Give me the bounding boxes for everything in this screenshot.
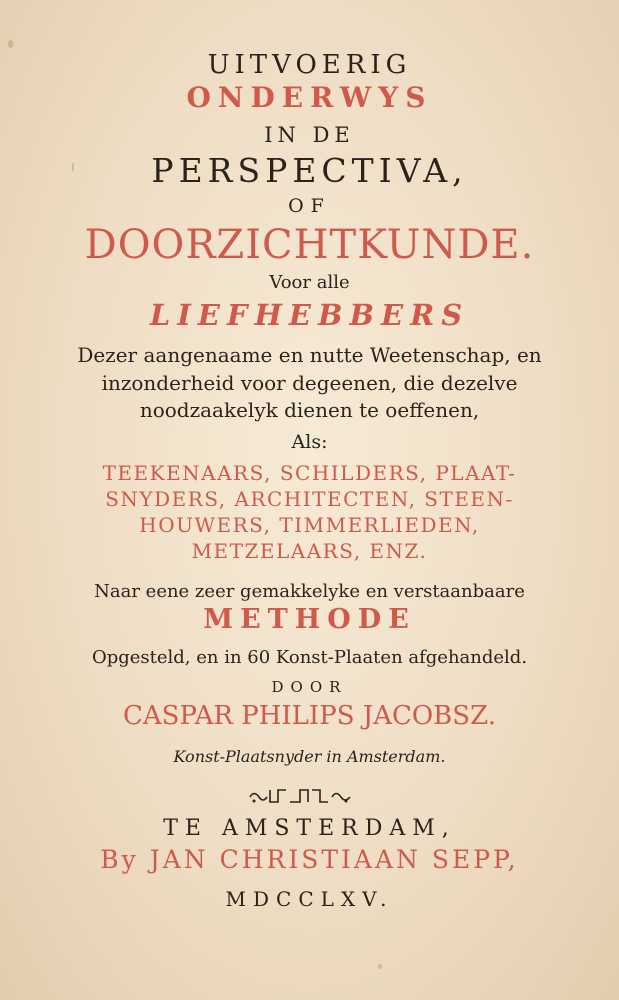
professions-line-1: TEEKENAARS, SCHILDERS, PLAAT-	[102, 461, 517, 485]
description-line-2: inzonderheid voor degeenen, die dezelve	[101, 371, 518, 395]
professions-line-4: METZELAARS, ENZ.	[191, 539, 428, 563]
title-line-methode: METHODE	[203, 604, 416, 635]
author-title: Konst-Plaatsnyder in Amsterdam.	[173, 747, 446, 766]
imprint-publisher: By JAN CHRISTIAAN SEPP,	[100, 845, 519, 874]
title-line-voor-alle: Voor alle	[269, 272, 350, 293]
author-name: CASPAR PHILIPS JACOBSZ.	[123, 701, 496, 731]
method-intro-line: Naar eene zeer gemakkelyke en verstaanbaare	[94, 581, 525, 602]
title-line-liefhebbers: LIEFHEBBERS	[149, 298, 470, 332]
title-line-of: OF	[288, 195, 331, 217]
plates-line: Opgesteld, en in 60 Konst-Plaaten afgehandeld.	[91, 647, 528, 668]
description-line-1: Dezer aangenaame en nutte Weetenschap, en	[77, 343, 542, 367]
imprint-year: MDCCLXV.	[225, 887, 394, 911]
title-line-als: Als:	[291, 431, 328, 453]
title-line-onderwys: ONDERWYS	[186, 81, 433, 114]
title-line-in-de: IN DE	[264, 123, 355, 147]
decorative-fleuron-icon	[248, 785, 352, 807]
imprint-place: TE AMSTERDAM,	[163, 816, 456, 841]
title-line-doorzichtkunde: DOORZICHTKUNDE.	[84, 222, 535, 268]
professions-line-3: HOUWERS, TIMMERLIEDEN,	[139, 513, 480, 537]
title-line-perspectiva: PERSPECTIVA,	[151, 151, 468, 190]
paper-stain	[378, 964, 382, 969]
paper-stain	[8, 40, 13, 48]
description-line-3: noodzaakelyk dienen te oeffenen,	[139, 398, 480, 422]
professions-line-2: SNYDERS, ARCHITECTEN, STEEN-	[105, 487, 514, 511]
title-line-uitvoerig: UITVOERIG	[207, 50, 412, 80]
title-line-door: DOOR	[271, 678, 348, 696]
